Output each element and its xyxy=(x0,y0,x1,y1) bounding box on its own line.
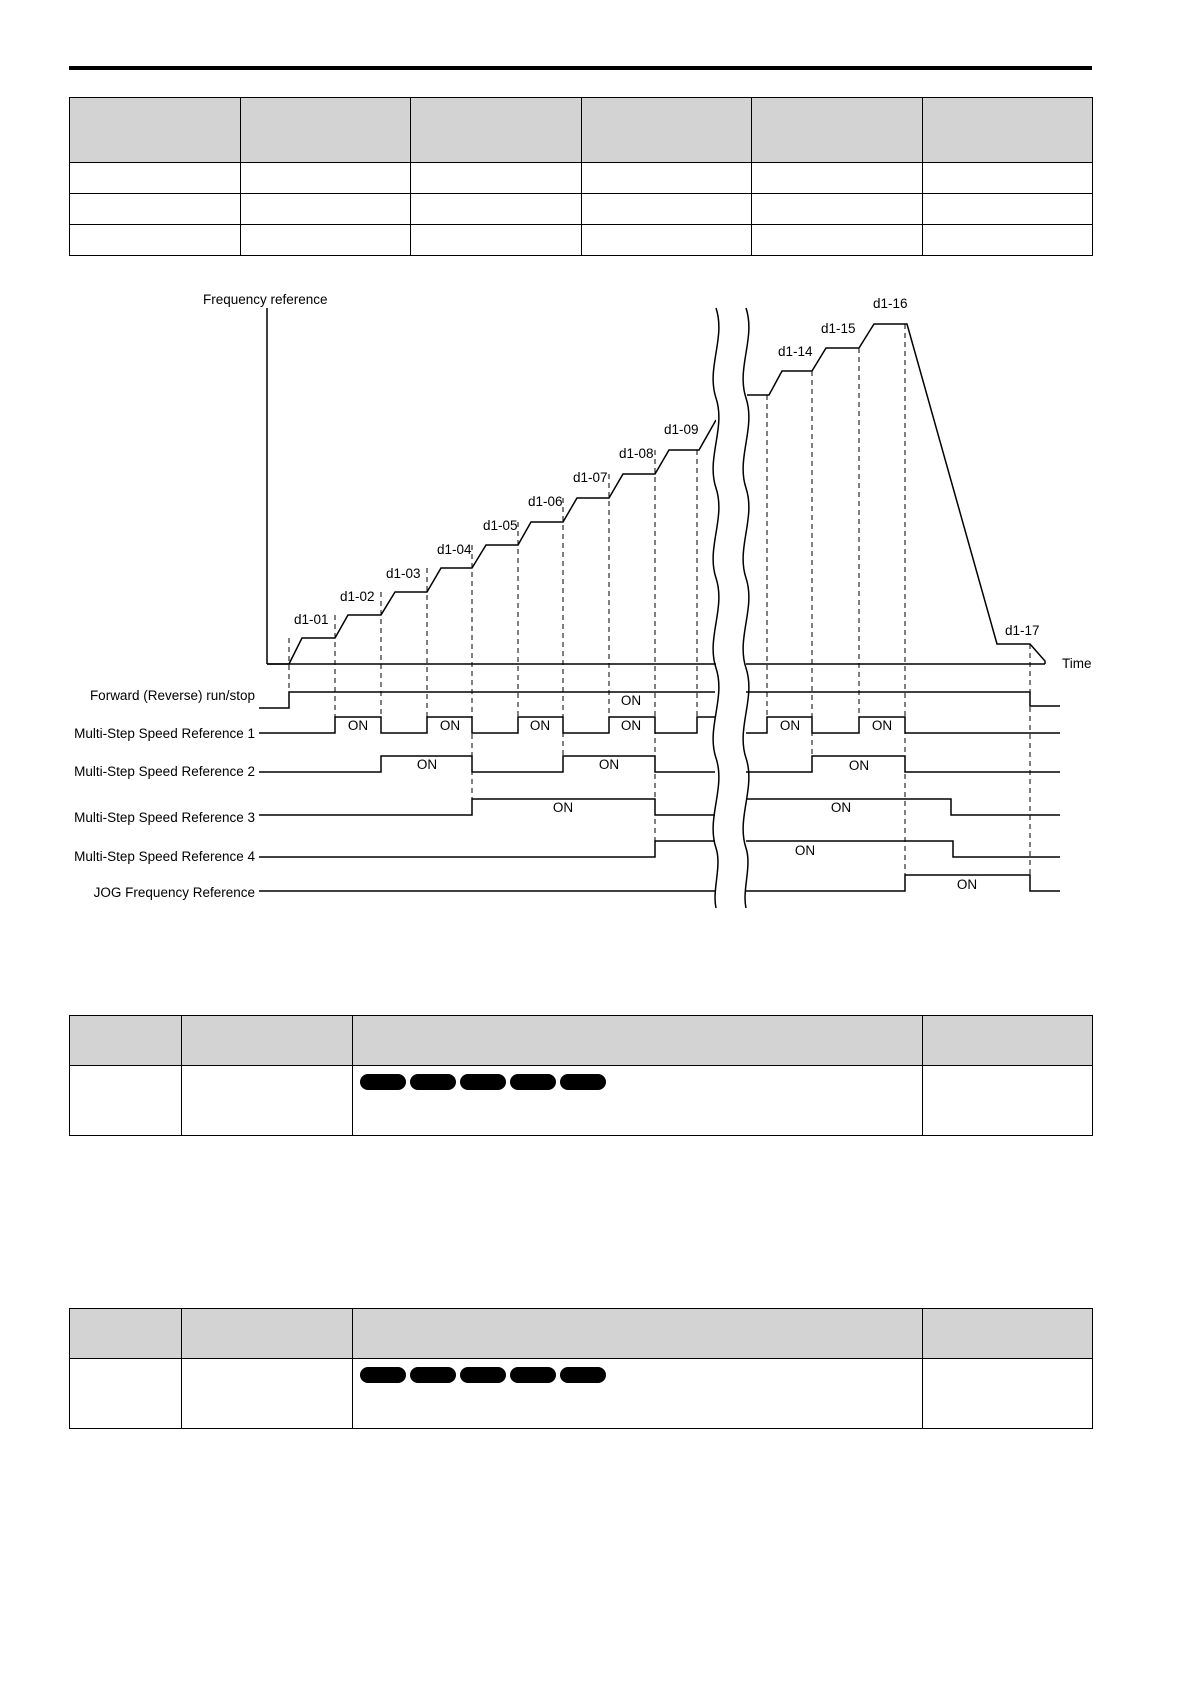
table-row xyxy=(70,163,1093,194)
step-label: d1-06 xyxy=(528,494,563,509)
table-cell xyxy=(70,194,241,225)
table-header-row xyxy=(70,1309,1093,1359)
on-label: ON xyxy=(439,718,461,733)
step-label: d1-03 xyxy=(386,566,421,581)
step-label: d1-08 xyxy=(619,446,654,461)
header-rule xyxy=(69,66,1092,70)
header-cell xyxy=(70,1016,182,1066)
table-cell xyxy=(922,194,1093,225)
step-label: d1-05 xyxy=(483,518,518,533)
table-cell xyxy=(581,225,752,256)
on-label: ON xyxy=(871,718,893,733)
on-label: ON xyxy=(416,757,438,772)
header-cell xyxy=(353,1309,923,1359)
run-signal-waveform-right xyxy=(745,692,1060,706)
table-cell xyxy=(70,163,241,194)
header-cell xyxy=(411,98,582,163)
mode-badge xyxy=(560,1367,606,1383)
timing-diagram xyxy=(0,270,1191,920)
header-cell xyxy=(923,1309,1093,1359)
mode-badge xyxy=(410,1367,456,1383)
table-row xyxy=(70,225,1093,256)
frequency-curve-right xyxy=(747,324,1045,664)
on-label: ON xyxy=(598,757,620,772)
ms2-waveform xyxy=(259,756,715,772)
table-cell xyxy=(411,225,582,256)
ms4-waveform-right xyxy=(745,841,1060,857)
table-cell xyxy=(70,1066,182,1136)
table-cell xyxy=(752,194,923,225)
mode-badge xyxy=(460,1367,506,1383)
table-header-row xyxy=(70,1016,1093,1066)
on-label: ON xyxy=(347,718,369,733)
step-label: d1-04 xyxy=(437,542,472,557)
header-cell xyxy=(353,1016,923,1066)
on-label: ON xyxy=(620,718,642,733)
mode-badge xyxy=(460,1074,506,1090)
on-label: ON xyxy=(956,877,978,892)
applicability-badges xyxy=(353,1359,922,1383)
y-axis-label: Frequency reference xyxy=(203,292,328,307)
signal-label-run: Forward (Reverse) run/stop xyxy=(89,688,255,703)
table-cell xyxy=(752,163,923,194)
ms4-waveform xyxy=(259,841,715,857)
table-cell xyxy=(70,1359,182,1429)
table-row xyxy=(70,1066,1093,1136)
table-cell xyxy=(182,1359,353,1429)
mode-badge xyxy=(510,1367,556,1383)
table-cell xyxy=(581,163,752,194)
signal-label-ms4: Multi-Step Speed Reference 4 xyxy=(74,849,255,864)
table-cell xyxy=(922,225,1093,256)
step-label: d1-02 xyxy=(340,589,375,604)
on-label: ON xyxy=(620,693,642,708)
table-cell xyxy=(240,163,411,194)
parameter-table-top xyxy=(69,97,1093,256)
table-cell xyxy=(182,1066,353,1136)
table-cell xyxy=(240,225,411,256)
signal-label-ms1: Multi-Step Speed Reference 1 xyxy=(74,726,255,741)
mode-badge xyxy=(360,1367,406,1383)
mode-badge xyxy=(360,1074,406,1090)
header-cell xyxy=(581,98,752,163)
on-label: ON xyxy=(779,718,801,733)
table-cell xyxy=(923,1359,1093,1429)
header-cell xyxy=(70,98,241,163)
applicability-badges xyxy=(353,1066,922,1090)
table-cell xyxy=(752,225,923,256)
signal-label-jog: JOG Frequency Reference xyxy=(93,885,255,900)
step-transition-guides xyxy=(289,324,1030,891)
description-cell xyxy=(353,1359,923,1429)
table-cell xyxy=(411,163,582,194)
ms3-waveform xyxy=(259,799,715,815)
header-cell xyxy=(182,1309,353,1359)
step-label: d1-16 xyxy=(873,296,908,311)
mode-badge xyxy=(560,1074,606,1090)
on-label: ON xyxy=(794,843,816,858)
step-label: d1-15 xyxy=(821,321,856,336)
table-cell xyxy=(581,194,752,225)
signal-label-ms2: Multi-Step Speed Reference 2 xyxy=(74,764,255,779)
table-cell xyxy=(240,194,411,225)
header-cell xyxy=(182,1016,353,1066)
ms3-waveform-right xyxy=(745,799,1060,815)
on-label: ON xyxy=(830,800,852,815)
header-cell xyxy=(752,98,923,163)
table-cell xyxy=(922,163,1093,194)
header-cell xyxy=(922,98,1093,163)
table-cell xyxy=(70,225,241,256)
mode-badge xyxy=(510,1074,556,1090)
step-label: d1-14 xyxy=(778,344,813,359)
table-row xyxy=(70,194,1093,225)
signal-label-ms3: Multi-Step Speed Reference 3 xyxy=(74,810,255,825)
time-label: Time xyxy=(1062,656,1092,671)
on-label: ON xyxy=(529,718,551,733)
axis-break-gap xyxy=(716,300,746,920)
ms2-waveform-right xyxy=(745,756,1060,772)
step-label: d1-17 xyxy=(1005,623,1040,638)
header-cell xyxy=(240,98,411,163)
mode-badge xyxy=(410,1074,456,1090)
run-signal-waveform xyxy=(259,692,715,708)
table-row xyxy=(70,1359,1093,1429)
jog-waveform-right xyxy=(745,875,1060,891)
parameter-table-2 xyxy=(69,1015,1093,1136)
on-label: ON xyxy=(552,800,574,815)
header-cell xyxy=(70,1309,182,1359)
description-cell xyxy=(353,1066,923,1136)
table-header-row xyxy=(70,98,1093,163)
ms1-waveform xyxy=(259,717,715,733)
header-cell xyxy=(923,1016,1093,1066)
table-cell xyxy=(923,1066,1093,1136)
on-label: ON xyxy=(848,758,870,773)
step-label: d1-01 xyxy=(294,612,329,627)
step-label: d1-07 xyxy=(573,470,608,485)
step-label: d1-09 xyxy=(664,422,699,437)
table-cell xyxy=(411,194,582,225)
parameter-table-3 xyxy=(69,1308,1093,1429)
